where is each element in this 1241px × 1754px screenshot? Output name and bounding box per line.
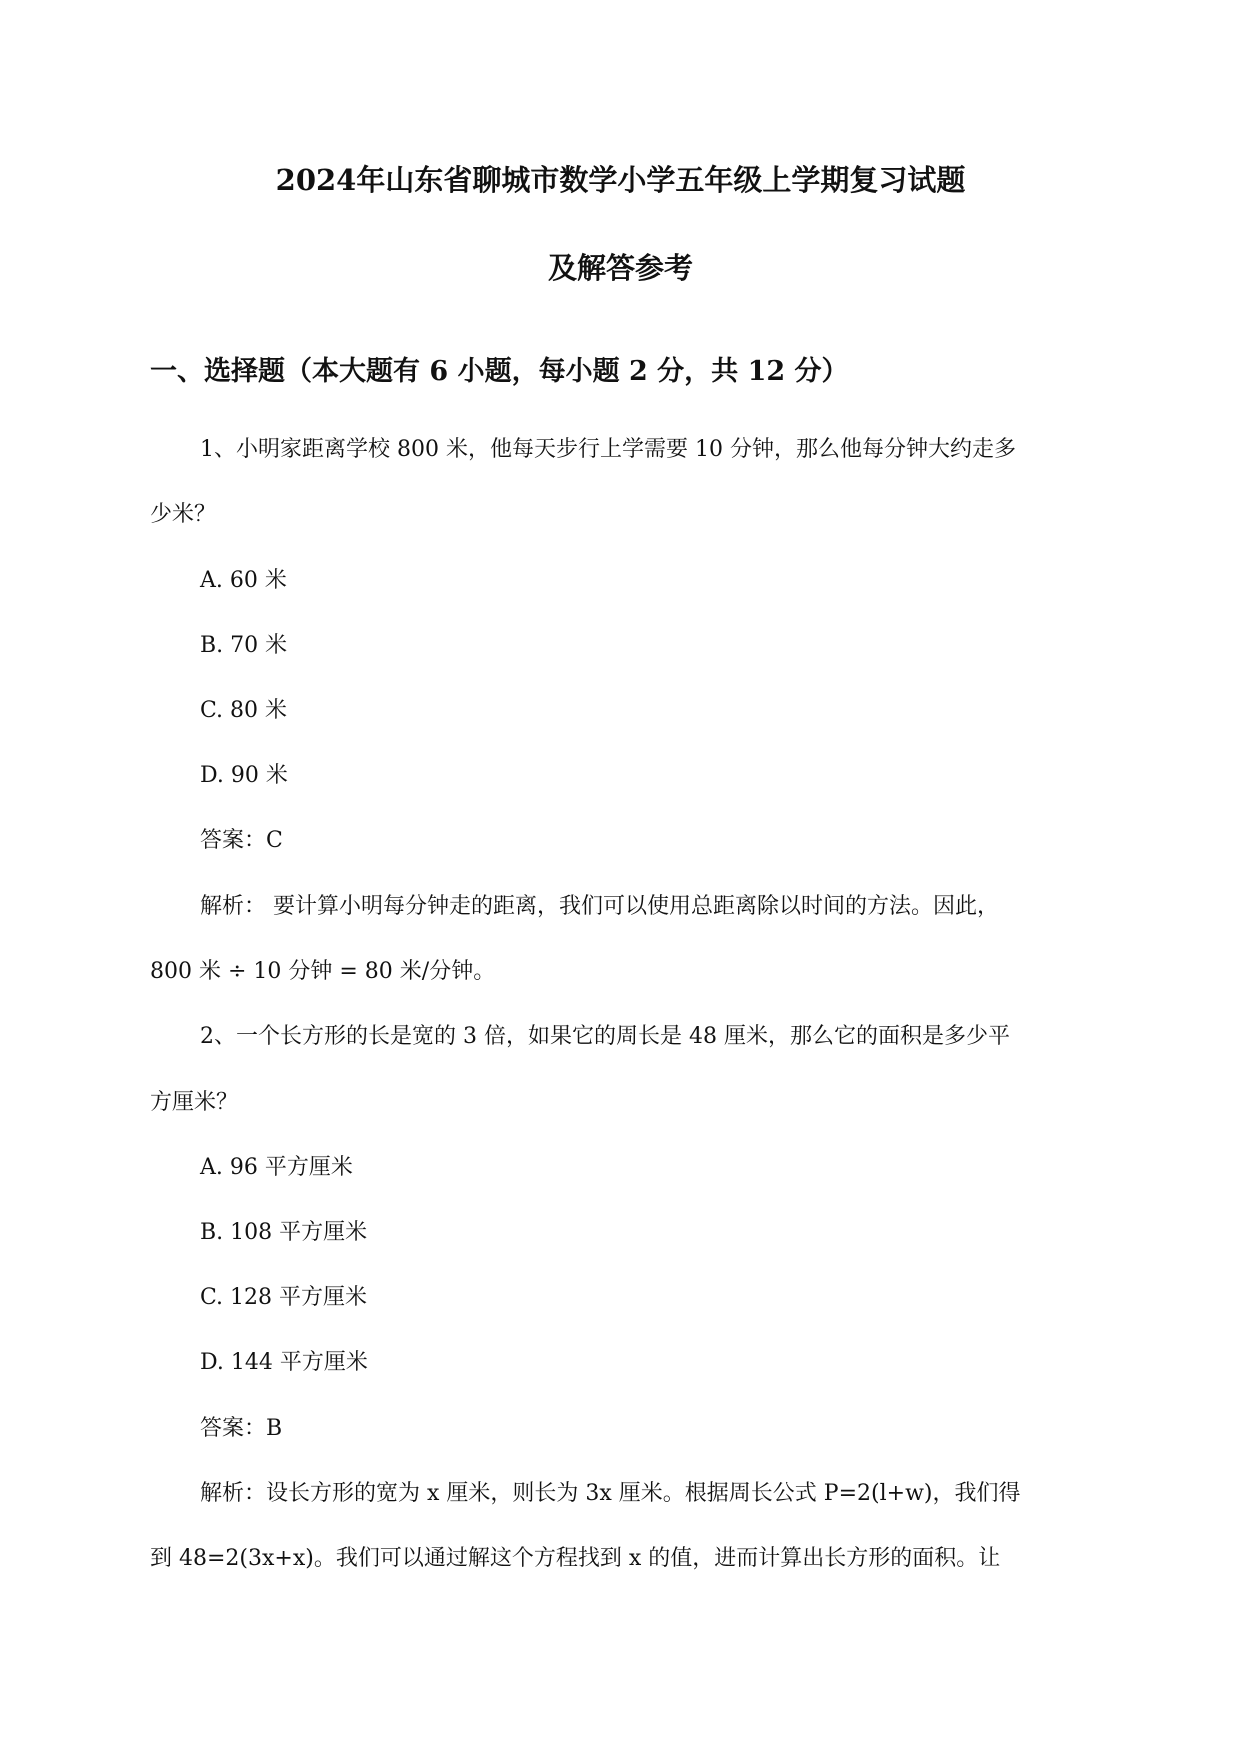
question-1-option-c: C. 80 米 <box>200 698 288 723</box>
question-2-analysis-line-2: 到 48=2(3x+x)。我们可以通过解这个方程找到 x 的值，进而计算出长方形的面积。让 <box>150 1546 1001 1571</box>
question-2-analysis-line-1: 解析：设长方形的宽为 x 厘米，则长为 3x 厘米。根据周长公式 P=2(l+w)，我们得 <box>200 1481 1021 1506</box>
document-title-line-2: 及解答参考 <box>547 251 693 285</box>
question-1-stem-line-1: 1、小明家距离学校 800 米，他每天步行上学需要 10 分钟，那么他每分钟大约走多 <box>200 437 1016 462</box>
question-1-analysis-line-2: 800 米 ÷ 10 分钟 = 80 米/分钟。 <box>150 959 496 984</box>
question-2-option-b: B. 108 平方厘米 <box>200 1220 368 1245</box>
section-heading-multiple-choice: 一、选择题（本大题有 6 小题，每小题 2 分，共 12 分） <box>150 356 849 387</box>
question-1-option-d: D. 90 米 <box>200 763 288 788</box>
question-1-answer: 答案：C <box>200 828 283 853</box>
document-title-line-1: 2024年山东省聊城市数学小学五年级上学期复习试题 <box>275 163 966 197</box>
question-2-stem-line-2: 方厘米？ <box>150 1090 239 1115</box>
question-2-option-c: C. 128 平方厘米 <box>200 1285 368 1310</box>
question-1-option-b: B. 70 米 <box>200 633 288 658</box>
question-1-stem-line-2: 少米？ <box>150 502 217 527</box>
question-1-analysis-line-1: 解析： 要计算小明每分钟走的距离，我们可以使用总距离除以时间的方法。因此， <box>200 894 999 919</box>
question-2-stem-line-1: 2、一个长方形的长是宽的 3 倍，如果它的周长是 48 厘米，那么它的面积是多少平 <box>200 1024 1010 1049</box>
question-1-option-a: A. 60 米 <box>200 568 287 593</box>
question-2-option-a: A. 96 平方厘米 <box>200 1155 353 1180</box>
question-2-answer: 答案：B <box>200 1416 283 1441</box>
question-2-option-d: D. 144 平方厘米 <box>200 1350 368 1375</box>
